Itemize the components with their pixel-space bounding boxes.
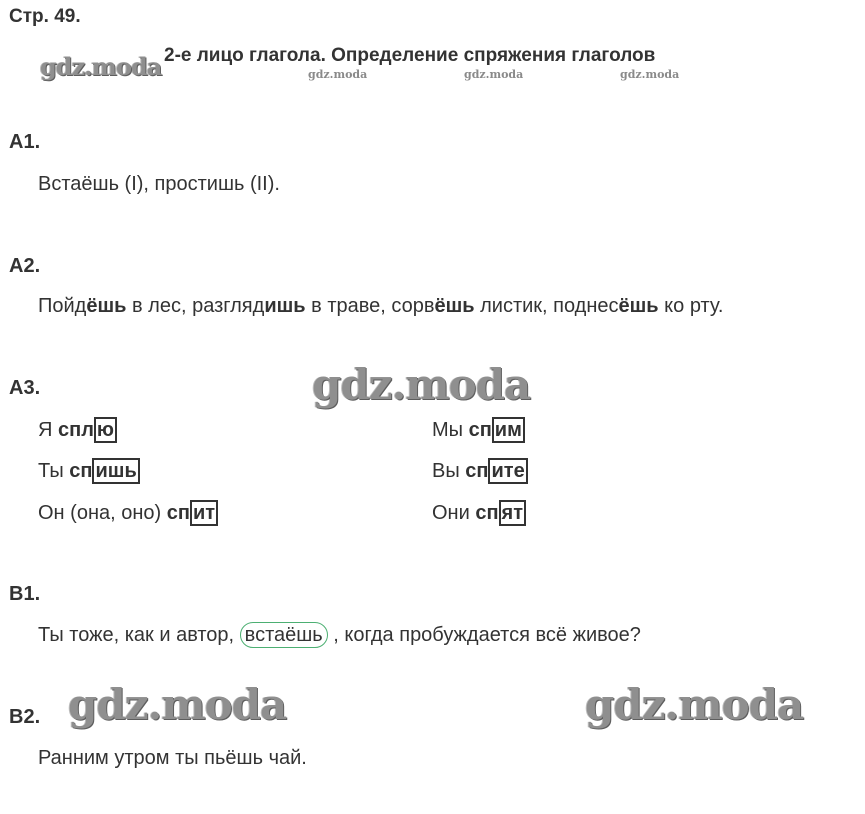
verb-stem: сп (475, 502, 499, 524)
text-fragment: Ты тоже, как и автор, (38, 624, 240, 646)
watermark: gdz.moda (68, 680, 287, 729)
watermark: gdz.moda (620, 68, 680, 81)
verb-ending-box: ю (94, 417, 117, 443)
watermark: gdz.moda (585, 680, 804, 729)
watermark: gdz.moda (308, 68, 368, 81)
circled-verb: встаёшь (240, 622, 328, 648)
watermark: gdz.moda (312, 360, 531, 409)
conjugation-row (38, 419, 117, 442)
page-number: Стр. 49. (9, 6, 81, 27)
pronoun: Я (38, 419, 58, 441)
conjugation-row (38, 502, 218, 525)
verb-ending: ёшь (86, 295, 127, 317)
pronoun: Вы (432, 460, 466, 482)
text-fragment: Пойд (38, 295, 87, 317)
conjugation-row (432, 502, 526, 525)
pronoun: Мы (432, 419, 469, 441)
pronoun: Он (она, оно) (38, 502, 167, 524)
watermark: gdz.moda (464, 68, 524, 81)
text-fragment: в траве, сорв (305, 295, 435, 317)
task-label-b2: В2. (9, 706, 41, 728)
pronoun: Ты (38, 460, 70, 482)
verb-stem: сп (465, 460, 489, 482)
topic-title: 2-е лицо глагола. Определение спряжения глаголов (164, 45, 656, 66)
text-fragment: в лес, разгляд (126, 295, 265, 317)
verb-ending: ишь (264, 295, 306, 317)
task-label-b1: В1. (9, 583, 41, 605)
verb-stem: сп (166, 502, 190, 524)
text-fragment: ко рту. (658, 295, 724, 317)
conjugation-row (38, 460, 140, 483)
task-label-a3: А3. (9, 377, 41, 399)
conjugation-row (432, 460, 528, 483)
verb-stem: спл (58, 419, 94, 441)
watermark: gdz.moda (40, 52, 162, 81)
text-fragment: , когда пробуждается всё живое? (327, 624, 641, 646)
answer-a1: Встаёшь (I), простишь (II). (38, 173, 280, 195)
answer-b1 (38, 624, 641, 647)
verb-stem: сп (69, 460, 93, 482)
task-label-a1: А1. (9, 131, 41, 153)
verb-ending: ёшь (618, 295, 659, 317)
verb-ending-box: ите (488, 458, 527, 484)
conjugation-row (432, 419, 525, 442)
text-fragment: листик, поднес (474, 295, 619, 317)
verb-stem: сп (468, 419, 492, 441)
verb-ending-box: ит (190, 500, 218, 526)
answer-b2: Ранним утром ты пьёшь чай. (38, 747, 307, 769)
verb-ending-box: ишь (92, 458, 139, 484)
verb-ending-box: ят (499, 500, 526, 526)
answer-a2 (38, 295, 723, 318)
verb-ending: ёшь (434, 295, 475, 317)
verb-ending-box: им (492, 417, 525, 443)
task-label-a2: А2. (9, 255, 41, 277)
pronoun: Они (432, 502, 476, 524)
